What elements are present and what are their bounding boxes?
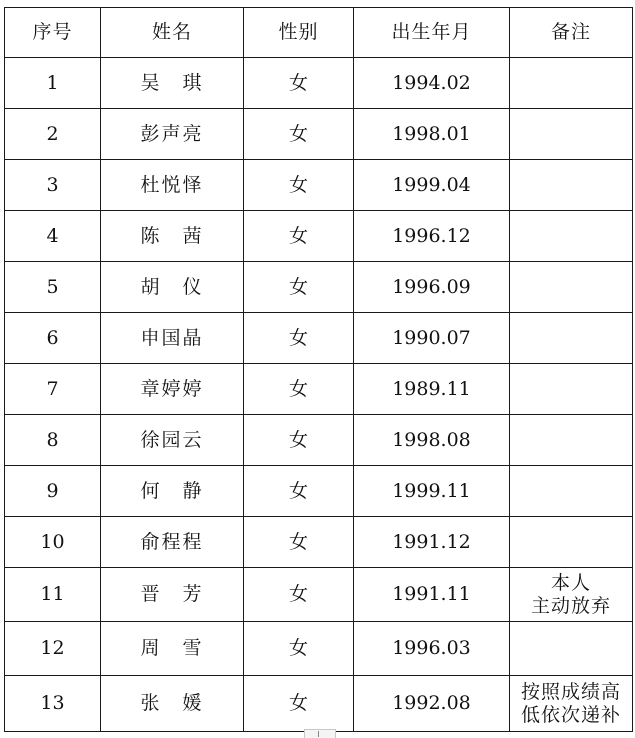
cell-note [510,364,633,415]
cell-name: 周 雪 [101,622,244,676]
cell-gender: 女 [244,58,354,109]
table-row [5,109,633,160]
plus-icon [318,731,319,737]
cell-name: 申国晶 [101,313,244,364]
cell-index: 1 [5,58,101,109]
cell-gender: 女 [244,364,354,415]
cell-note [510,211,633,262]
header-name: 姓名 [101,8,244,58]
table-row [5,415,633,466]
cell-gender: 女 [244,568,354,622]
cell-birth: 1999.11 [354,466,510,517]
cell-gender: 女 [244,109,354,160]
cell-birth: 1999.04 [354,160,510,211]
header-birth: 出生年月 [354,8,510,58]
table-row [5,568,633,622]
cell-index: 5 [5,262,101,313]
cell-gender: 女 [244,466,354,517]
cell-birth: 1991.12 [354,517,510,568]
cell-index: 13 [5,676,101,732]
cell-name: 胡 仪 [101,262,244,313]
cell-index: 2 [5,109,101,160]
table-row [5,211,633,262]
table-row [5,160,633,211]
header-row [5,8,633,58]
cell-name: 俞程程 [101,517,244,568]
table-row [5,58,633,109]
cell-note [510,58,633,109]
cell-index: 4 [5,211,101,262]
table-row [5,517,633,568]
table-row [5,622,633,676]
header-index: 序号 [5,8,101,58]
cell-gender: 女 [244,211,354,262]
cell-index: 11 [5,568,101,622]
cell-name: 吴 琪 [101,58,244,109]
cell-gender: 女 [244,622,354,676]
note-line-2: 低依次递补 [520,703,621,726]
cell-name: 晋 芳 [101,568,244,622]
cell-gender: 女 [244,160,354,211]
table-row [5,364,633,415]
cell-name: 彭声亮 [101,109,244,160]
cell-gender: 女 [244,415,354,466]
cell-gender: 女 [244,676,354,732]
cell-note [510,517,633,568]
table-body [5,58,633,732]
cell-index: 7 [5,364,101,415]
cell-gender: 女 [244,313,354,364]
cell-birth: 1991.11 [354,568,510,622]
cell-note [510,568,633,622]
cell-birth: 1996.12 [354,211,510,262]
cell-name: 杜悦怿 [101,160,244,211]
roster-table [4,7,633,732]
table-row [5,313,633,364]
cell-note [510,622,633,676]
note-line-1: 按照成绩高 [520,680,621,703]
cell-birth: 1992.08 [354,676,510,732]
header-note: 备注 [510,8,633,58]
cell-birth: 1996.09 [354,262,510,313]
cell-name: 何 静 [101,466,244,517]
cell-birth: 1998.08 [354,415,510,466]
cell-birth: 1998.01 [354,109,510,160]
table-row [5,676,633,732]
table-row [5,466,633,517]
cell-name: 陈 茜 [101,211,244,262]
cell-note [510,313,633,364]
cell-note [510,160,633,211]
table-row [5,262,633,313]
table-resize-handle[interactable] [304,729,336,738]
header-gender: 性别 [244,8,354,58]
cell-birth: 1994.02 [354,58,510,109]
note-line-2: 主动放弃 [530,594,611,617]
cell-index: 9 [5,466,101,517]
cell-birth: 1990.07 [354,313,510,364]
cell-note [510,415,633,466]
cell-index: 3 [5,160,101,211]
note-line-1: 本人 [550,571,591,594]
cell-gender: 女 [244,517,354,568]
cell-note [510,466,633,517]
cell-birth: 1989.11 [354,364,510,415]
cell-name: 章婷婷 [101,364,244,415]
cell-name: 徐园云 [101,415,244,466]
cell-birth: 1996.03 [354,622,510,676]
cell-name: 张 媛 [101,676,244,732]
cell-note [510,676,633,732]
cell-index: 8 [5,415,101,466]
cell-note [510,262,633,313]
cell-index: 6 [5,313,101,364]
cell-gender: 女 [244,262,354,313]
cell-index: 10 [5,517,101,568]
cell-note [510,109,633,160]
cell-index: 12 [5,622,101,676]
